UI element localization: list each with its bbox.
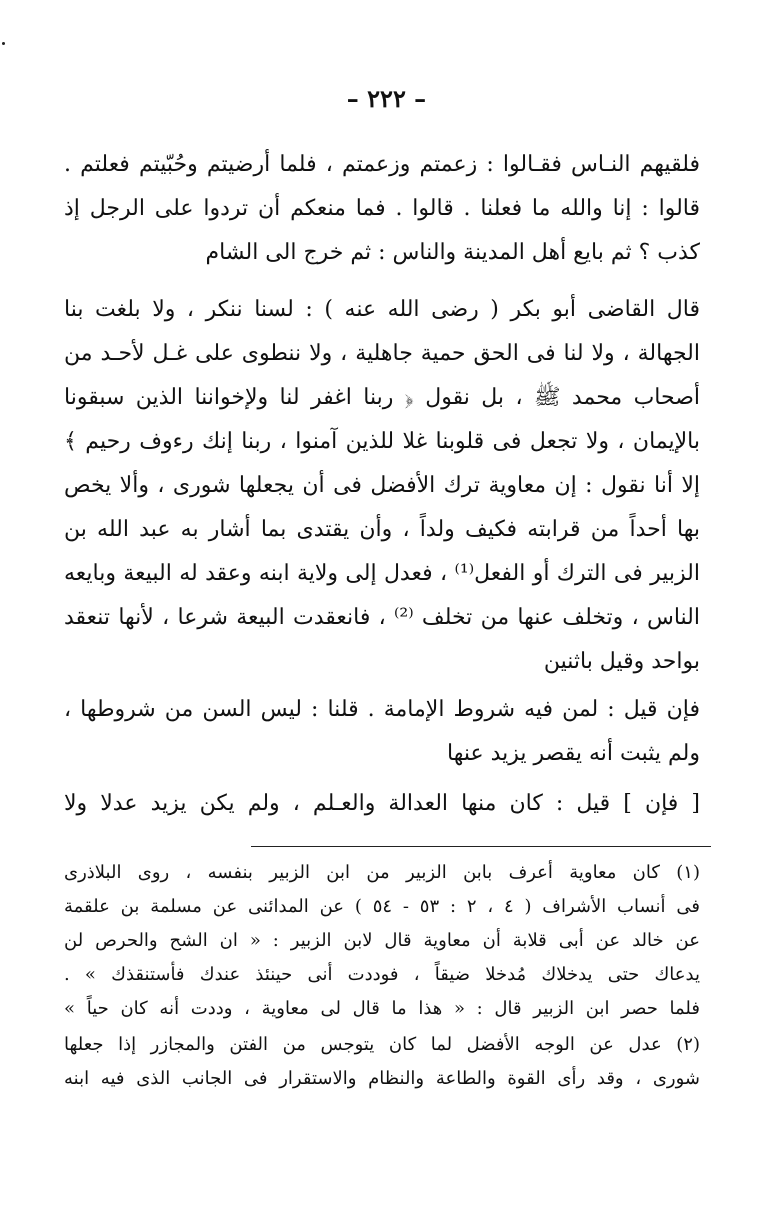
margin-dot: [2, 42, 5, 45]
text-line: فلقيهم النـاس فقـالوا : زعمتم وزعمتم ، فلما أرضيتم وحُبّيتم فعلتم .: [64, 152, 700, 177]
text-line: أصحاب محمد ﷺ ، بل نقول ﴿ ربنا اغفر لنا ولإخواننا الذين سبقونا: [64, 385, 700, 410]
footnote-line: عن خالد عن أبى قلابة أن معاوية قال لابن الزبير : « ان الشح والحرص لن: [64, 930, 700, 951]
paragraph-1: [64, 143, 700, 275]
text-line: بها أحداً من قرابته فكيف ولداً ، وأن يقتدى بما أشار به عبد الله بن: [64, 517, 700, 542]
text-line: [ فإن ] قيل : كان منها العدالة والعـلم ، ولم يكن يزيد عدلا ولا: [64, 791, 700, 816]
footnote-line: فى أنساب الأشراف ( ٤ ، ٢ : ٥٣ - ٥٤ ) عن المدائنى عن مسلمة بن علقمة: [64, 896, 700, 917]
page-number: – ٢٢٢ –: [346, 84, 427, 113]
text-line: قالوا : إنا والله ما فعلنا . قالوا . فما منعكم أن تردوا على الرجل إذ: [64, 196, 700, 221]
paragraph-3: [64, 688, 700, 776]
footnote-line: فلما حصر ابن الزبير قال : « هذا ما قال لى معاوية ، وددت أنه كان حياً »: [64, 998, 700, 1019]
paragraph-2: [64, 288, 700, 684]
text-line: كذب ؟ ثم بايع أهل المدينة والناس : ثم خرج الى الشام: [205, 240, 700, 265]
footnote-divider: [251, 846, 711, 847]
footnote-line: يدعاك حتى يدخلاك مُدخلا ضيقاً ، فوددت أنى حينئذ عندك فأستنقذك » .: [64, 964, 700, 985]
text-line: قال القاضى أبو بكر ( رضى الله عنه ) : لسنا ننكر ، ولا بلغت بنا: [64, 297, 700, 322]
paragraph-4: [64, 782, 700, 826]
text-line: بواحد وقيل باثنين: [543, 649, 700, 674]
text-line: بالإيمان ، ولا تجعل فى قلوبنا غلا للذين آمنوا ، ربنا إنك رءوف رحيم ﴾: [64, 429, 700, 454]
footnote-1: [64, 856, 700, 1026]
text-line: إلا أنا نقول : إن معاوية ترك الأفضل فى أن يجعلها شورى ، وألا يخص: [64, 473, 700, 498]
footnote-line: (٢) عدل عن الوجه الأفضل لما كان يتوجس من الفتن والمجازر إذا جعلها: [64, 1034, 700, 1055]
text-line: الزبير فى الترك أو الفعل⁽¹⁾ ، فعدل إلى ولاية ابنه وعقد له البيعة وبايعه: [64, 561, 700, 586]
text-line: فإن قيل : لمن فيه شروط الإمامة . قلنا : ليس السن من شروطها ،: [64, 697, 700, 722]
text-line: الناس ، وتخلف عنها من تخلف ⁽²⁾ ، فانعقدت البيعة شرعا ، لأنها تنعقد: [64, 605, 700, 630]
footnote-line: شورى ، وقد رأى القوة والطاعة والنظام والاستقرار فى الجانب الذى فيه ابنه: [64, 1068, 700, 1089]
text-line: ولم يثبت أنه يقصر يزيد عنها: [447, 741, 700, 766]
footnote-2: [64, 1028, 700, 1096]
text-line: الجهالة ، ولا لنا فى الحق حمية جاهلية ، ولا ننطوى على غـل لأحـد من: [64, 341, 700, 366]
footnote-line: (١) كان معاوية أعرف بابن الزبير من ابن الزبير بنفسه ، روى البلاذرى: [64, 862, 700, 883]
